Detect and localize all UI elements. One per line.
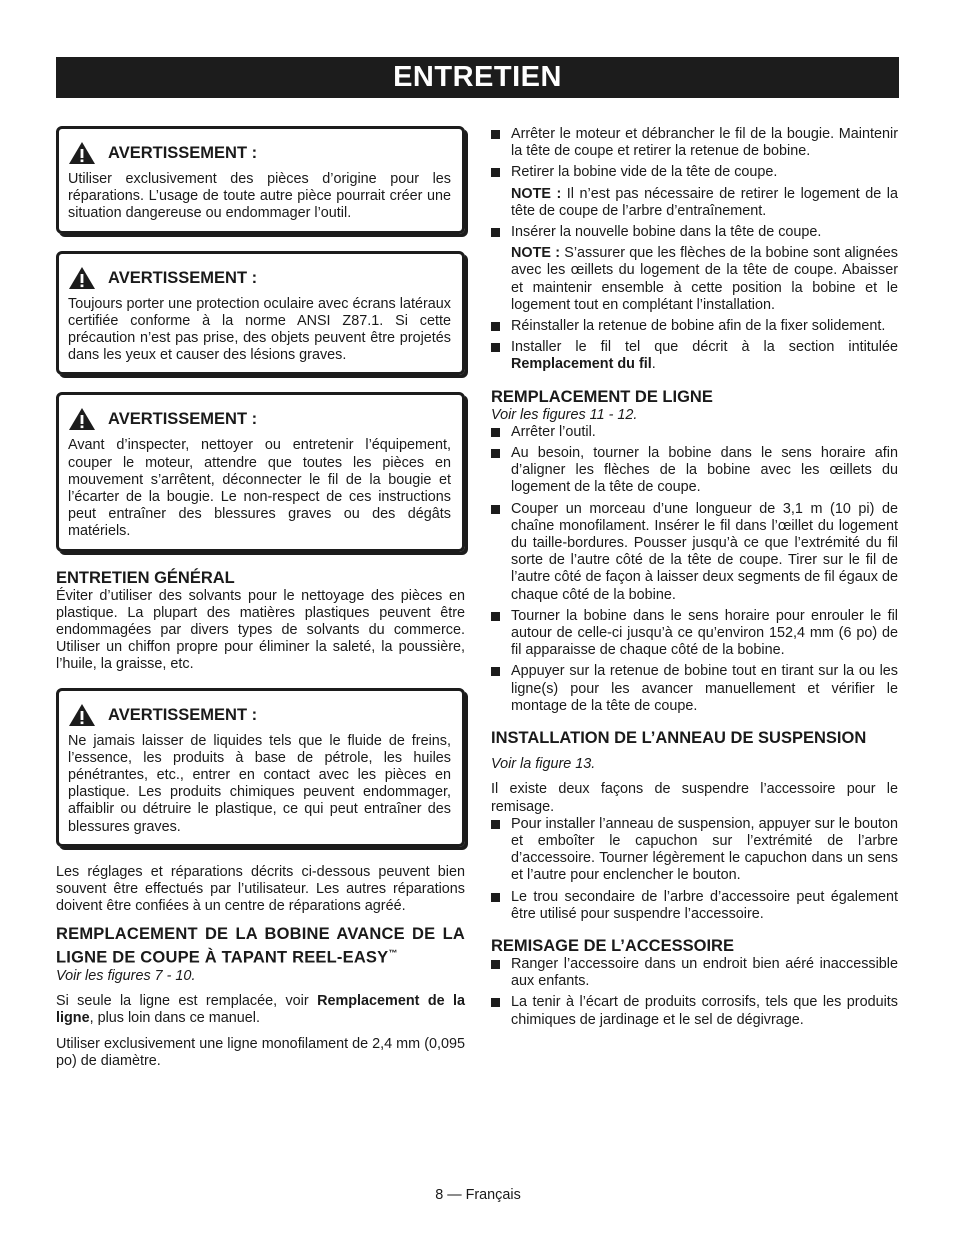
warning-text: Ne jamais laisser de liquides tels que le fluide de freins, l’essence, les produits à base de pétrole, les huiles pénétrantes, etc., entrer en contact avec les pièces en plastique. Les produits chimiques peuvent endommager, affaiblir ou détruire le plastique, ce qui peut entraîner des blessures graves. <box>68 732 451 835</box>
repairs-text: Les réglages et réparations décrits ci-dessous peuvent bien souvent être effectués par l’utilisateur. Les autres réparations doivent être confiées à un centre de réparations agréé. <box>56 863 465 915</box>
cross-reference: Remplacement du fil <box>511 356 652 373</box>
section-text: Utiliser exclusivement une ligne monofilament de 2,4 mm (0,095 po) de diamètre. <box>56 1035 465 1069</box>
warning-triangle-icon <box>68 703 96 727</box>
list-item: Arrêter le moteur et débrancher le fil de la bougie. Maintenir la tête de coupe et retirer la retenue de bobine. <box>491 126 898 160</box>
warning-box <box>56 126 465 234</box>
page-number: 8 — Français <box>435 1187 521 1203</box>
list-item: Insérer la nouvelle bobine dans la tête de coupe. <box>491 224 898 241</box>
figure-reference: Voir la figure 13. <box>491 756 596 773</box>
bullet-icon <box>491 168 500 177</box>
bullet-icon <box>491 228 500 237</box>
bullet-icon <box>491 343 500 352</box>
page-footer <box>0 1187 954 1204</box>
list-item: La tenir à l’écart de produits corrosifs, tels que les produits chimiques de jardinage et le sel de dégivrage. <box>491 994 898 1028</box>
list-item: Le trou secondaire de l’arbre d’accessoire peut également être utilisé pour suspendre l’accessoire. <box>491 889 898 923</box>
right-column <box>491 126 898 1033</box>
warning-triangle-icon <box>68 141 96 165</box>
section-heading: ENTRETIEN GÉNÉRAL <box>56 568 235 587</box>
section-heading: INSTALLATION DE L’ANNEAU DE SUSPENSION <box>491 729 867 748</box>
page-title: ENTRETIEN <box>56 57 899 98</box>
warning-title: AVERTISSEMENT : <box>108 268 258 287</box>
section-heading: REMPLACEMENT DE LIGNE <box>491 387 713 406</box>
bullet-icon <box>491 322 500 331</box>
list-item: Pour installer l’anneau de suspension, appuyer sur le bouton et emboîter le capuchon sur l’extrémité de l’arbre d’accessoire. Tourner légèrement le capuchon dans un sens et l’autre pour enclencher le bouton. <box>491 816 898 885</box>
section-text: Il existe deux façons de suspendre l’accessoire pour le remisage. <box>491 781 898 815</box>
bullet-icon <box>491 893 500 902</box>
section-text: Éviter d’utiliser des solvants pour le nettoyage des pièces en plastique. La plupart des matières plastiques peuvent être endommagées par divers types de solvants du commerce. Utiliser un chiffon propre pour éliminer la saleté, la poussière, l’huile, la graisse, etc. <box>56 587 465 673</box>
list-item: Retirer la bobine vide de la tête de coupe. <box>491 164 898 181</box>
warning-box <box>56 392 465 551</box>
list-item: Au besoin, tourner la bobine dans le sens horaire afin d’aligner les flèches de la bobine avec les œillets du logement de la tête de coupe. <box>491 445 898 497</box>
bullet-icon <box>491 428 500 437</box>
note: NOTE : Il n’est pas nécessaire de retirer le logement de la tête de coupe de l’arbre d’entraînement. <box>511 185 898 219</box>
warning-text: Toujours porter une protection oculaire avec écrans latéraux certifiée conforme à la norme ANSI Z87.1. Si cette précaution n’est pas prise, des objets peuvent être projetés dans les yeux et causer des lésions graves. <box>68 295 451 364</box>
bullet-icon <box>491 612 500 621</box>
list-item: Tourner la bobine dans le sens horaire pour enrouler le fil autour de celle-ci jusqu’à ce qu’environ 152,4 mm (6 po) de fil apparaisse de chaque côté de la bobine. <box>491 608 898 660</box>
bullet-icon <box>491 130 500 139</box>
warning-box <box>56 688 465 847</box>
list-item: Appuyer sur la retenue de bobine tout en tirant sur la ou les ligne(s) pour les avancer manuellement et vérifier le montage de la tête de coupe. <box>491 663 898 715</box>
section-text: Si seule la ligne est remplacée, voir Remplacement de la ligne, plus loin dans ce manuel. <box>56 993 465 1027</box>
note: NOTE : S’assurer que les flèches de la bobine sont alignées avec les œillets du logement de la tête de coupe. Abaisser et maintenir ensemble à cette position la bobine et le logement tout en complétant l’installation. <box>511 245 899 313</box>
bullet-icon <box>491 820 500 829</box>
cross-reference: Remplacement de la ligne <box>56 993 465 1027</box>
warning-triangle-icon <box>68 266 96 290</box>
warning-triangle-icon <box>68 407 96 431</box>
bullet-icon <box>491 998 500 1007</box>
list-item: Ranger l’accessoire dans un endroit bien aéré inaccessible aux enfants. <box>491 956 898 990</box>
bullet-icon <box>491 667 500 676</box>
section-heading: REMISAGE DE L’ACCESSOIRE <box>491 936 734 955</box>
warning-box <box>56 251 465 376</box>
warning-title: AVERTISSEMENT : <box>108 410 258 429</box>
bullet-icon <box>491 449 500 458</box>
list-item: Installer le fil tel que décrit à la section intitulée Remplacement du fil. <box>491 339 898 373</box>
warning-title: AVERTISSEMENT : <box>108 144 258 162</box>
figure-reference: Voir les figures 7 - 10. <box>56 967 196 984</box>
list-item: Couper un morceau d’une longueur de 3,1 m (10 pi) de chaîne monofilament. Insérer le fil dans l’œillet du logement du taille-bordures. Pousser jusqu’à ce que l’extrémité du fil sorte de l’autre côté de la tête de coupe. Tirer sur le fil de l’autre côté de façon à laisser deux segments de fil égaux de chaque côté de la bobine. <box>491 501 898 604</box>
bullet-icon <box>491 505 500 514</box>
warning-text: Utiliser exclusivement des pièces d’origine pour les réparations. L’usage de toute autre pièce pourrait créer une situation dangereuse ou endommager l’outil. <box>68 171 451 222</box>
figure-reference: Voir les figures 11 - 12. <box>491 406 638 423</box>
warning-title: AVERTISSEMENT : <box>108 705 258 724</box>
list-item: Arrêter l’outil. <box>491 424 898 441</box>
section-heading: REMPLACEMENT DE LA BOBINE AVANCE DE LA LIGNE DE COUPE À TAPANT REEL-EASY™ <box>56 925 465 967</box>
bullet-icon <box>491 960 500 969</box>
left-column <box>56 126 465 1070</box>
list-item: Réinstaller la retenue de bobine afin de la fixer solidement. <box>491 318 898 335</box>
warning-text: Avant d’inspecter, nettoyer ou entretenir l’équipement, couper le moteur, attendre que toutes les pièces en mouvement s’arrêtent, déconnecter le fil de la bougie et l’écarter de la bougie. Le non-respect de ces instructions peut entraîner des blessures graves ou des dégâts matériels. <box>68 437 451 540</box>
